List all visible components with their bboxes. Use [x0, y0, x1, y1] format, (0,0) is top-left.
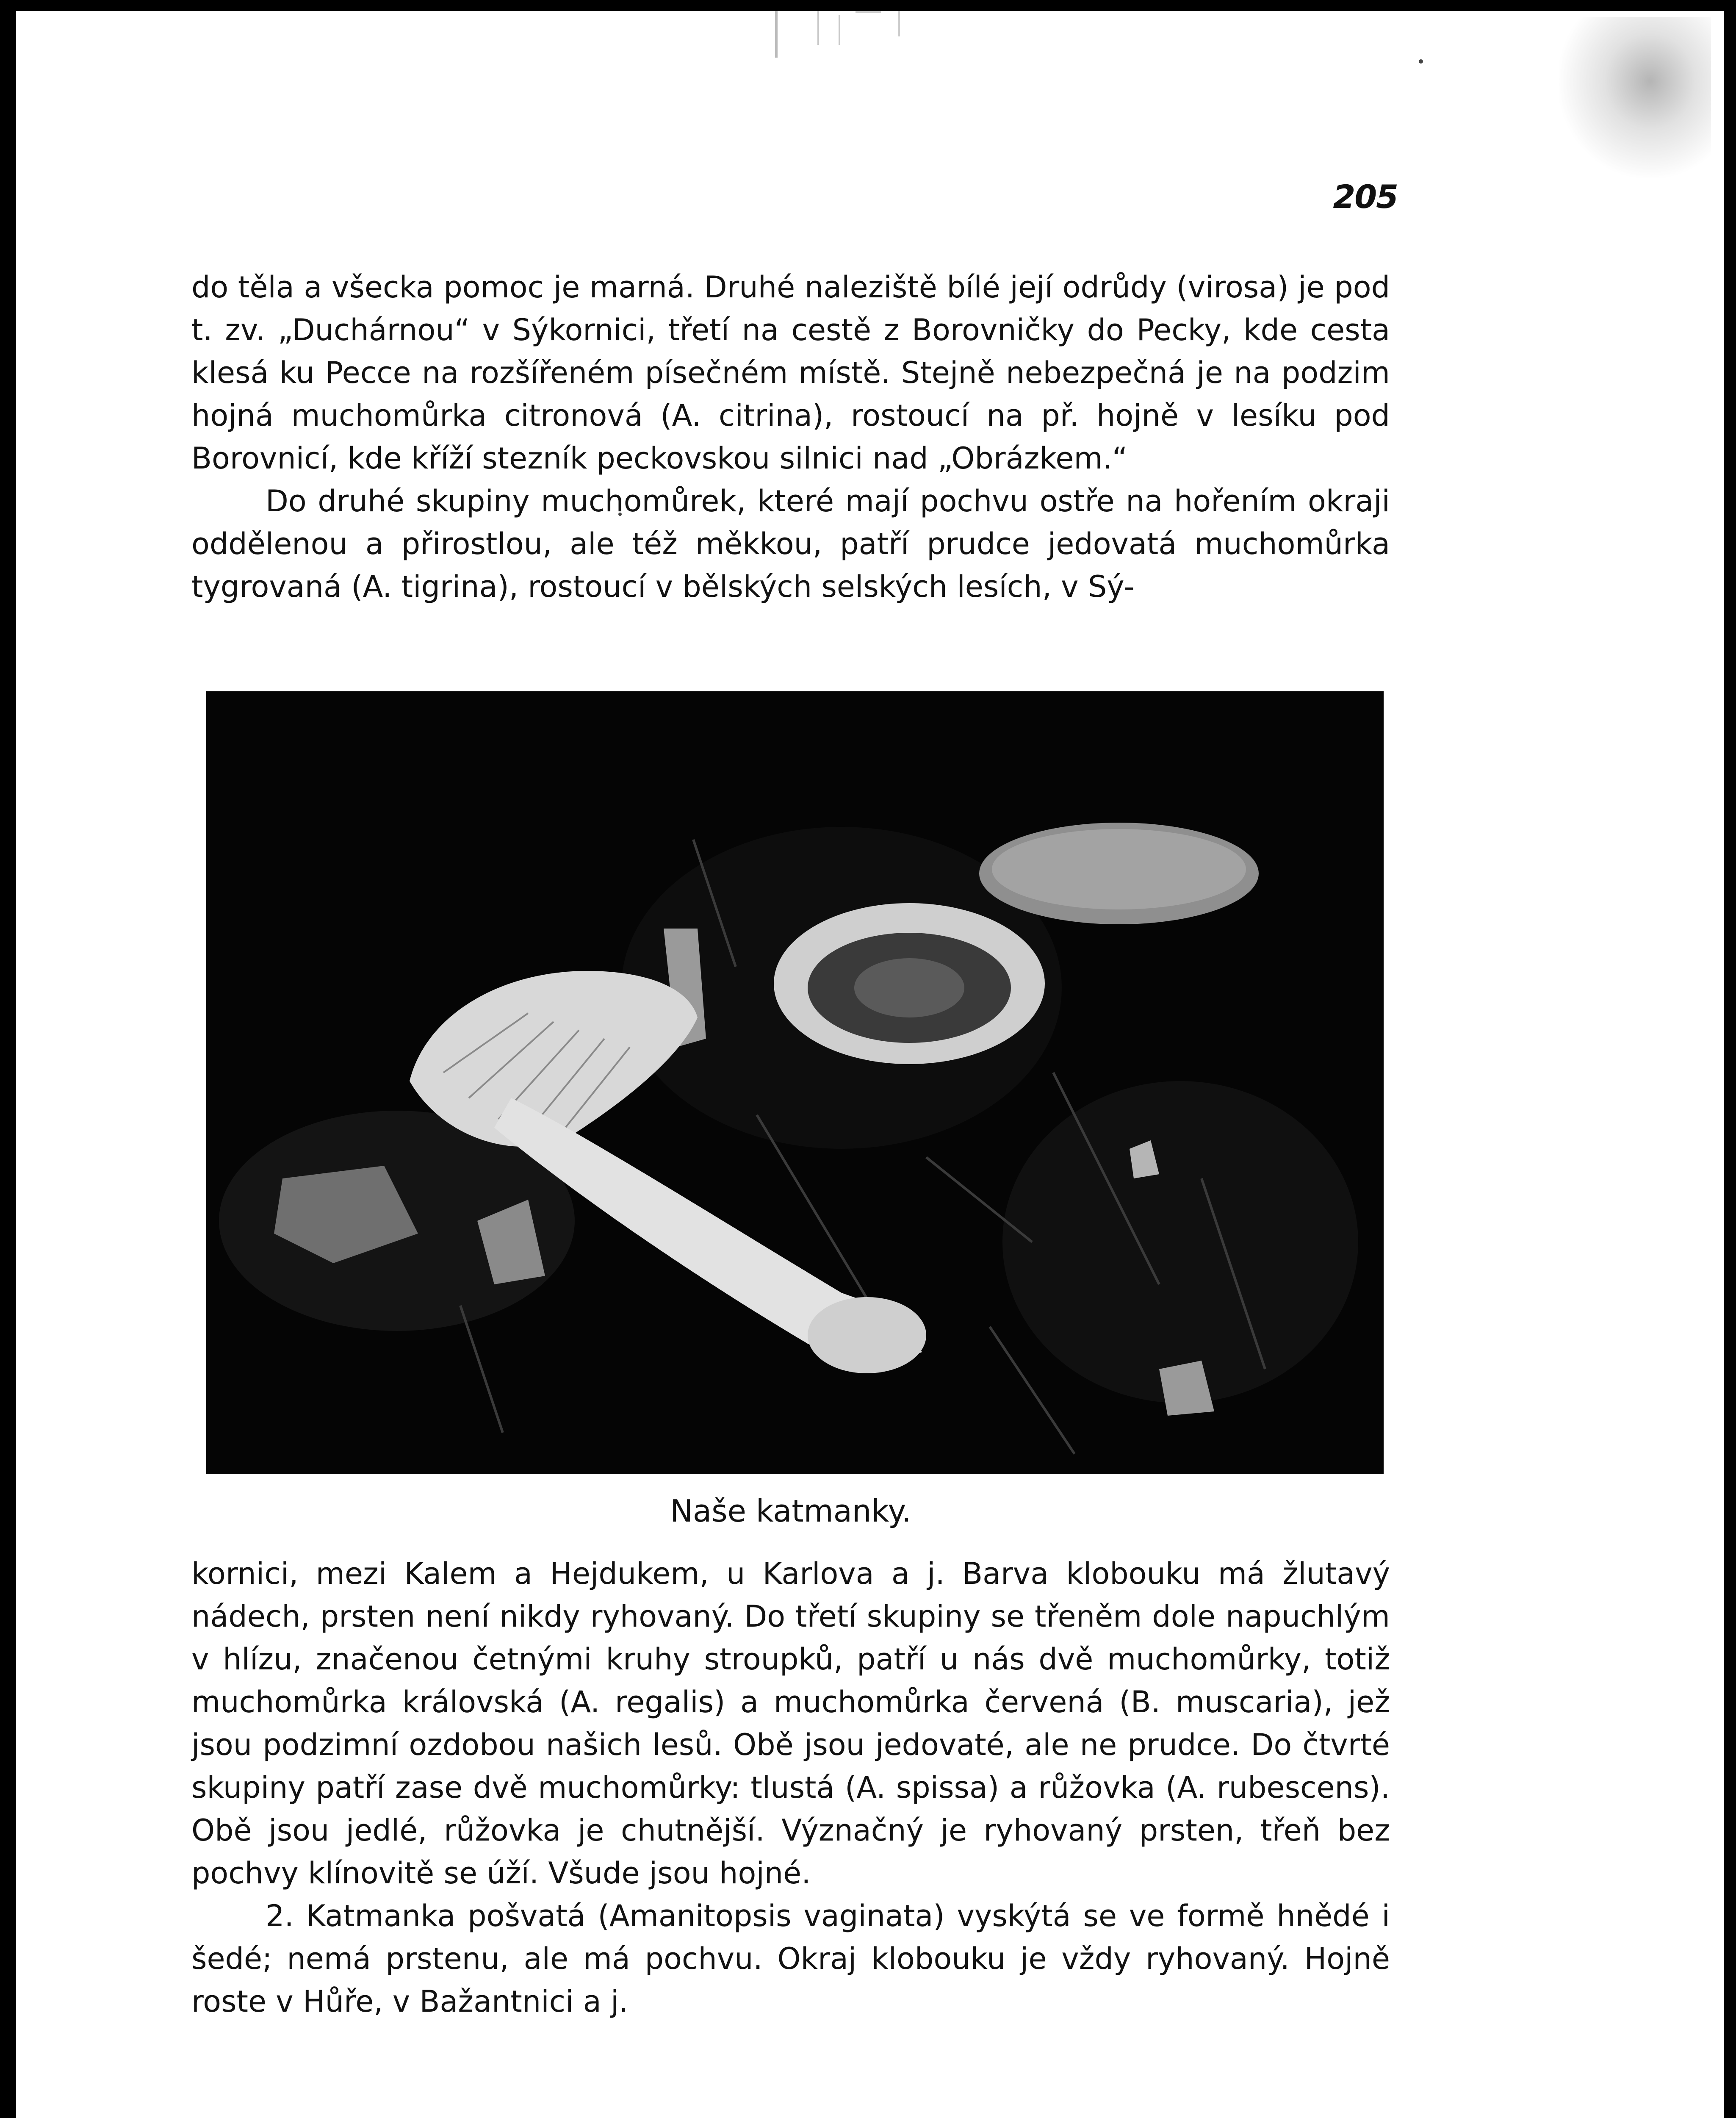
binding-marks [771, 11, 949, 62]
page-number: 205 [1333, 178, 1398, 216]
paragraph: do těla a všecka pomoc je marná. Druhé naleziště bílé její odrůdy (virosa) je pod t. zv. „Duchárnou“ v Sýkornici, třetí na cestě z Borovničky do Pecky, kde cesta klesá ku Pecce na rozšířeném písečném místě. Stejně nebezpečná je na podzim hojná muchomůrka citronová (A. citrina), rostoucí na př. hojně v lesíku pod Borovnicí, kde kříží stezník peckovskou silnici nad „Obrázkem.“ [191, 270, 1390, 476]
text-block-bottom [191, 1552, 1390, 2023]
text-block-top [191, 266, 1390, 608]
mushroom-photo-illustration [206, 691, 1384, 1474]
paragraph: Do druhé skupiny muchomůrek, které mají pochvu ostře na hořením okraji oddělenou a přirostlou, ale též měkkou, patří prudce jedovatá muchomůrka tygrovaná (A. tigrina), rostoucí v bělských selských lesích, v Sý- [191, 484, 1390, 604]
scan-speck [1419, 59, 1423, 64]
mushroom-photo [206, 691, 1384, 1474]
corner-smudge [1559, 17, 1711, 178]
paragraph: 2. Katmanka pošvatá (Amanitopsis vaginata) vyskýtá se ve formě hnědé i šedé; nemá prstenu, ale má pochvu. Okraj klobouku je vždy ryhovaný. Hojně roste v Hůře, v Bažantnici a j. [191, 1899, 1390, 2019]
paragraph: kornici, mezi Kalem a Hejdukem, u Karlova a j. Barva klobouku má žlutavý nádech, prsten není nikdy ryhovaný. Do třetí skupiny se třeněm dole napuchlým v hlízu, značenou četnými kruhy stroupků, patří u nás dvě muchomůrky, totiž muchomůrka královská (A. regalis) a muchomůrka červená (B. muscaria), jež jsou podzimní ozdobou našich lesů. Obě jsou jedovaté, ale ne prudce. Do čtvrté skupiny patří zase dvě muchomůrky: tlustá (A. spissa) a růžovka (A. rubescens). Obě jsou jedlé, růžovka je chutnější. Význačný je ryhovaný prsten, třeň bez pochvy klínovitě se úží. Všude jsou hojné. [191, 1556, 1390, 1891]
figure-caption: Naše katmanky. [670, 1493, 911, 1529]
